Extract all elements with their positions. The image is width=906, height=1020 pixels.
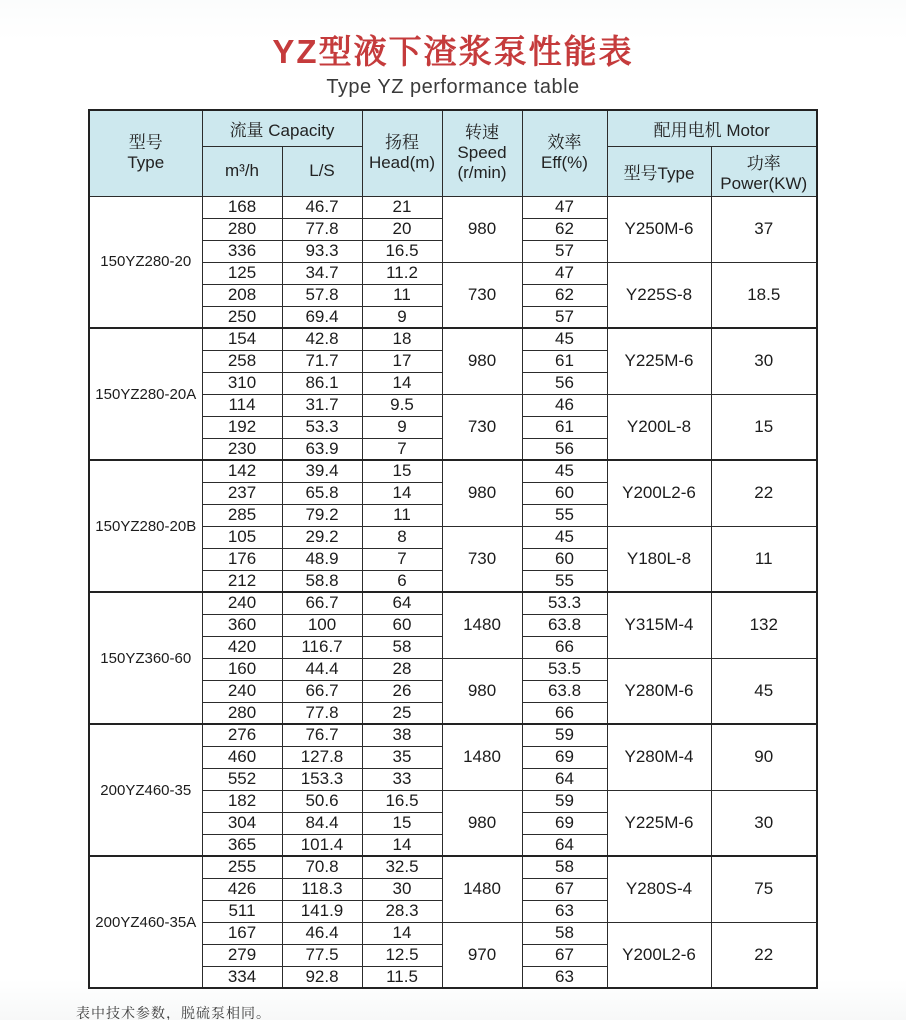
- eff-cell: 61: [522, 416, 607, 438]
- capacity-m3h-cell: 279: [202, 944, 282, 966]
- header-capacity-ls: L/S: [282, 146, 362, 196]
- head-cell: 14: [362, 482, 442, 504]
- capacity-m3h-cell: 336: [202, 240, 282, 262]
- capacity-ls-cell: 66.7: [282, 680, 362, 702]
- eff-cell: 55: [522, 570, 607, 592]
- eff-cell: 59: [522, 724, 607, 746]
- motor-power-cell: 30: [711, 790, 817, 856]
- eff-cell: 55: [522, 504, 607, 526]
- header-motor: 配用电机 Motor: [607, 110, 817, 146]
- motor-type-cell: Y280S-4: [607, 856, 711, 922]
- eff-cell: 66: [522, 702, 607, 724]
- eff-cell: 67: [522, 944, 607, 966]
- header-capacity-m3h: m³/h: [202, 146, 282, 196]
- head-cell: 14: [362, 834, 442, 856]
- head-cell: 32.5: [362, 856, 442, 878]
- capacity-ls-cell: 118.3: [282, 878, 362, 900]
- capacity-ls-cell: 101.4: [282, 834, 362, 856]
- header-motor-type: 型号Type: [607, 146, 711, 196]
- speed-cell: 1480: [442, 724, 522, 790]
- speed-cell: 730: [442, 394, 522, 460]
- eff-cell: 45: [522, 460, 607, 482]
- capacity-ls-cell: 92.8: [282, 966, 362, 988]
- head-cell: 7: [362, 548, 442, 570]
- header-head-cn: 扬程: [385, 133, 419, 153]
- header-capacity: 流量 Capacity: [202, 110, 362, 146]
- capacity-m3h-cell: 255: [202, 856, 282, 878]
- head-cell: 21: [362, 196, 442, 218]
- motor-type-cell: Y280M-6: [607, 658, 711, 724]
- head-cell: 11: [362, 504, 442, 526]
- motor-type-cell: Y315M-4: [607, 592, 711, 658]
- motor-power-cell: 75: [711, 856, 817, 922]
- table-header: [89, 110, 817, 196]
- head-cell: 14: [362, 372, 442, 394]
- eff-cell: 64: [522, 834, 607, 856]
- capacity-ls-cell: 65.8: [282, 482, 362, 504]
- head-cell: 64: [362, 592, 442, 614]
- motor-power-cell: 11: [711, 526, 817, 592]
- eff-cell: 67: [522, 878, 607, 900]
- capacity-ls-cell: 77.8: [282, 702, 362, 724]
- head-cell: 35: [362, 746, 442, 768]
- motor-type-cell: Y280M-4: [607, 724, 711, 790]
- capacity-m3h-cell: 168: [202, 196, 282, 218]
- eff-cell: 56: [522, 438, 607, 460]
- capacity-m3h-cell: 154: [202, 328, 282, 350]
- head-cell: 25: [362, 702, 442, 724]
- eff-cell: 63: [522, 966, 607, 988]
- capacity-ls-cell: 39.4: [282, 460, 362, 482]
- capacity-ls-cell: 84.4: [282, 812, 362, 834]
- motor-type-cell: Y250M-6: [607, 196, 711, 262]
- speed-cell: 1480: [442, 592, 522, 658]
- pump-type-cell: 200YZ460-35A: [89, 856, 202, 988]
- capacity-m3h-cell: 142: [202, 460, 282, 482]
- capacity-m3h-cell: 240: [202, 592, 282, 614]
- capacity-ls-cell: 46.7: [282, 196, 362, 218]
- capacity-m3h-cell: 182: [202, 790, 282, 812]
- header-type-cn: 型号: [128, 133, 163, 153]
- motor-type-cell: Y225M-6: [607, 790, 711, 856]
- head-cell: 8: [362, 526, 442, 548]
- eff-cell: 58: [522, 856, 607, 878]
- table-row: [89, 460, 817, 482]
- capacity-m3h-cell: 125: [202, 262, 282, 284]
- motor-type-cell: Y180L-8: [607, 526, 711, 592]
- head-cell: 16.5: [362, 790, 442, 812]
- capacity-m3h-cell: 365: [202, 834, 282, 856]
- performance-table: [88, 109, 818, 989]
- capacity-m3h-cell: 167: [202, 922, 282, 944]
- capacity-ls-cell: 79.2: [282, 504, 362, 526]
- title-block: [0, 0, 906, 99]
- capacity-m3h-cell: 334: [202, 966, 282, 988]
- head-cell: 12.5: [362, 944, 442, 966]
- capacity-ls-cell: 86.1: [282, 372, 362, 394]
- head-cell: 28: [362, 658, 442, 680]
- head-cell: 38: [362, 724, 442, 746]
- capacity-m3h-cell: 420: [202, 636, 282, 658]
- eff-cell: 46: [522, 394, 607, 416]
- eff-cell: 53.5: [522, 658, 607, 680]
- motor-power-cell: 18.5: [711, 262, 817, 328]
- capacity-ls-cell: 58.8: [282, 570, 362, 592]
- motor-power-cell: 37: [711, 196, 817, 262]
- capacity-ls-cell: 70.8: [282, 856, 362, 878]
- head-cell: 9.5: [362, 394, 442, 416]
- speed-cell: 980: [442, 196, 522, 262]
- motor-power-cell: 22: [711, 460, 817, 526]
- table-row: [89, 592, 817, 614]
- head-cell: 9: [362, 416, 442, 438]
- eff-cell: 45: [522, 328, 607, 350]
- speed-cell: 1480: [442, 856, 522, 922]
- pump-type-cell: 150YZ280-20: [89, 196, 202, 328]
- eff-cell: 57: [522, 306, 607, 328]
- eff-cell: 60: [522, 482, 607, 504]
- speed-cell: 730: [442, 262, 522, 328]
- capacity-m3h-cell: 176: [202, 548, 282, 570]
- motor-power-cell: 30: [711, 328, 817, 394]
- capacity-m3h-cell: 237: [202, 482, 282, 504]
- eff-cell: 63.8: [522, 680, 607, 702]
- capacity-m3h-cell: 230: [202, 438, 282, 460]
- capacity-m3h-cell: 212: [202, 570, 282, 592]
- capacity-ls-cell: 93.3: [282, 240, 362, 262]
- pump-type-cell: 150YZ360-60: [89, 592, 202, 724]
- eff-cell: 69: [522, 812, 607, 834]
- head-cell: 58: [362, 636, 442, 658]
- capacity-ls-cell: 100: [282, 614, 362, 636]
- capacity-ls-cell: 53.3: [282, 416, 362, 438]
- capacity-m3h-cell: 426: [202, 878, 282, 900]
- capacity-m3h-cell: 258: [202, 350, 282, 372]
- capacity-ls-cell: 34.7: [282, 262, 362, 284]
- capacity-ls-cell: 46.4: [282, 922, 362, 944]
- motor-type-cell: Y225S-8: [607, 262, 711, 328]
- footnote: 表中技术参数，脱硫泵相同。: [76, 1005, 271, 1020]
- pump-type-cell: 150YZ280-20B: [89, 460, 202, 592]
- motor-power-cell: 15: [711, 394, 817, 460]
- motor-power-cell: 90: [711, 724, 817, 790]
- eff-cell: 45: [522, 526, 607, 548]
- capacity-m3h-cell: 208: [202, 284, 282, 306]
- head-cell: 11: [362, 284, 442, 306]
- capacity-m3h-cell: 280: [202, 702, 282, 724]
- capacity-ls-cell: 50.6: [282, 790, 362, 812]
- capacity-ls-cell: 48.9: [282, 548, 362, 570]
- eff-cell: 63: [522, 900, 607, 922]
- eff-cell: 47: [522, 196, 607, 218]
- capacity-m3h-cell: 460: [202, 746, 282, 768]
- eff-cell: 66: [522, 636, 607, 658]
- header-head-en: Head(m): [368, 153, 436, 173]
- table-row: [89, 856, 817, 878]
- eff-cell: 61: [522, 350, 607, 372]
- head-cell: 20: [362, 218, 442, 240]
- capacity-ls-cell: 153.3: [282, 768, 362, 790]
- motor-type-cell: Y200L2-6: [607, 460, 711, 526]
- table-row: [89, 328, 817, 350]
- eff-cell: 62: [522, 284, 607, 306]
- speed-cell: 980: [442, 658, 522, 724]
- capacity-ls-cell: 116.7: [282, 636, 362, 658]
- capacity-m3h-cell: 310: [202, 372, 282, 394]
- header-speed-unit: (r/min): [457, 163, 507, 183]
- head-cell: 14: [362, 922, 442, 944]
- eff-cell: 62: [522, 218, 607, 240]
- capacity-m3h-cell: 552: [202, 768, 282, 790]
- speed-cell: 980: [442, 790, 522, 856]
- head-cell: 6: [362, 570, 442, 592]
- capacity-ls-cell: 63.9: [282, 438, 362, 460]
- capacity-m3h-cell: 160: [202, 658, 282, 680]
- eff-cell: 57: [522, 240, 607, 262]
- speed-cell: 970: [442, 922, 522, 988]
- capacity-ls-cell: 57.8: [282, 284, 362, 306]
- capacity-m3h-cell: 240: [202, 680, 282, 702]
- capacity-m3h-cell: 280: [202, 218, 282, 240]
- table-row: [89, 196, 817, 218]
- header-eff-cn: 效率: [547, 133, 582, 153]
- header-eff: [522, 110, 607, 196]
- capacity-ls-cell: 76.7: [282, 724, 362, 746]
- head-cell: 18: [362, 328, 442, 350]
- capacity-ls-cell: 31.7: [282, 394, 362, 416]
- pump-type-cell: 150YZ280-20A: [89, 328, 202, 460]
- speed-cell: 730: [442, 526, 522, 592]
- capacity-ls-cell: 29.2: [282, 526, 362, 548]
- capacity-ls-cell: 77.5: [282, 944, 362, 966]
- head-cell: 60: [362, 614, 442, 636]
- motor-power-cell: 45: [711, 658, 817, 724]
- head-cell: 15: [362, 812, 442, 834]
- capacity-ls-cell: 71.7: [282, 350, 362, 372]
- eff-cell: 53.3: [522, 592, 607, 614]
- motor-type-cell: Y200L2-6: [607, 922, 711, 988]
- eff-cell: 58: [522, 922, 607, 944]
- head-cell: 26: [362, 680, 442, 702]
- header-eff-en: Eff(%): [541, 153, 588, 173]
- eff-cell: 64: [522, 768, 607, 790]
- capacity-ls-cell: 127.8: [282, 746, 362, 768]
- header-motor-power: 功率Power(KW): [711, 146, 817, 196]
- motor-type-cell: Y225M-6: [607, 328, 711, 394]
- capacity-m3h-cell: 511: [202, 900, 282, 922]
- motor-power-cell: 132: [711, 592, 817, 658]
- capacity-ls-cell: 77.8: [282, 218, 362, 240]
- header-head: [362, 110, 442, 196]
- capacity-m3h-cell: 285: [202, 504, 282, 526]
- capacity-m3h-cell: 360: [202, 614, 282, 636]
- head-cell: 7: [362, 438, 442, 460]
- motor-power-cell: 22: [711, 922, 817, 988]
- header-type-en: Type: [127, 153, 165, 173]
- capacity-m3h-cell: 105: [202, 526, 282, 548]
- eff-cell: 47: [522, 262, 607, 284]
- eff-cell: 63.8: [522, 614, 607, 636]
- capacity-ls-cell: 69.4: [282, 306, 362, 328]
- capacity-ls-cell: 42.8: [282, 328, 362, 350]
- pump-type-cell: 200YZ460-35: [89, 724, 202, 856]
- capacity-m3h-cell: 276: [202, 724, 282, 746]
- speed-cell: 980: [442, 328, 522, 394]
- eff-cell: 69: [522, 746, 607, 768]
- motor-type-cell: Y200L-8: [607, 394, 711, 460]
- eff-cell: 56: [522, 372, 607, 394]
- head-cell: 15: [362, 460, 442, 482]
- eff-cell: 60: [522, 548, 607, 570]
- capacity-m3h-cell: 250: [202, 306, 282, 328]
- head-cell: 11.5: [362, 966, 442, 988]
- header-speed-en: Speed: [457, 143, 507, 163]
- header-type: [89, 110, 202, 196]
- header-speed: [442, 110, 522, 196]
- header-speed-cn: 转速: [465, 123, 499, 143]
- table-row: [89, 724, 817, 746]
- table-body: [89, 196, 817, 988]
- eff-cell: 59: [522, 790, 607, 812]
- page-title: YZ型液下渣浆泵性能表: [272, 33, 634, 70]
- head-cell: 16.5: [362, 240, 442, 262]
- head-cell: 17: [362, 350, 442, 372]
- capacity-m3h-cell: 114: [202, 394, 282, 416]
- head-cell: 30: [362, 878, 442, 900]
- capacity-m3h-cell: 192: [202, 416, 282, 438]
- head-cell: 9: [362, 306, 442, 328]
- capacity-m3h-cell: 304: [202, 812, 282, 834]
- capacity-ls-cell: 141.9: [282, 900, 362, 922]
- head-cell: 11.2: [362, 262, 442, 284]
- speed-cell: 980: [442, 460, 522, 526]
- page-subtitle: Type YZ performance table: [326, 76, 580, 98]
- capacity-ls-cell: 44.4: [282, 658, 362, 680]
- head-cell: 28.3: [362, 900, 442, 922]
- head-cell: 33: [362, 768, 442, 790]
- capacity-ls-cell: 66.7: [282, 592, 362, 614]
